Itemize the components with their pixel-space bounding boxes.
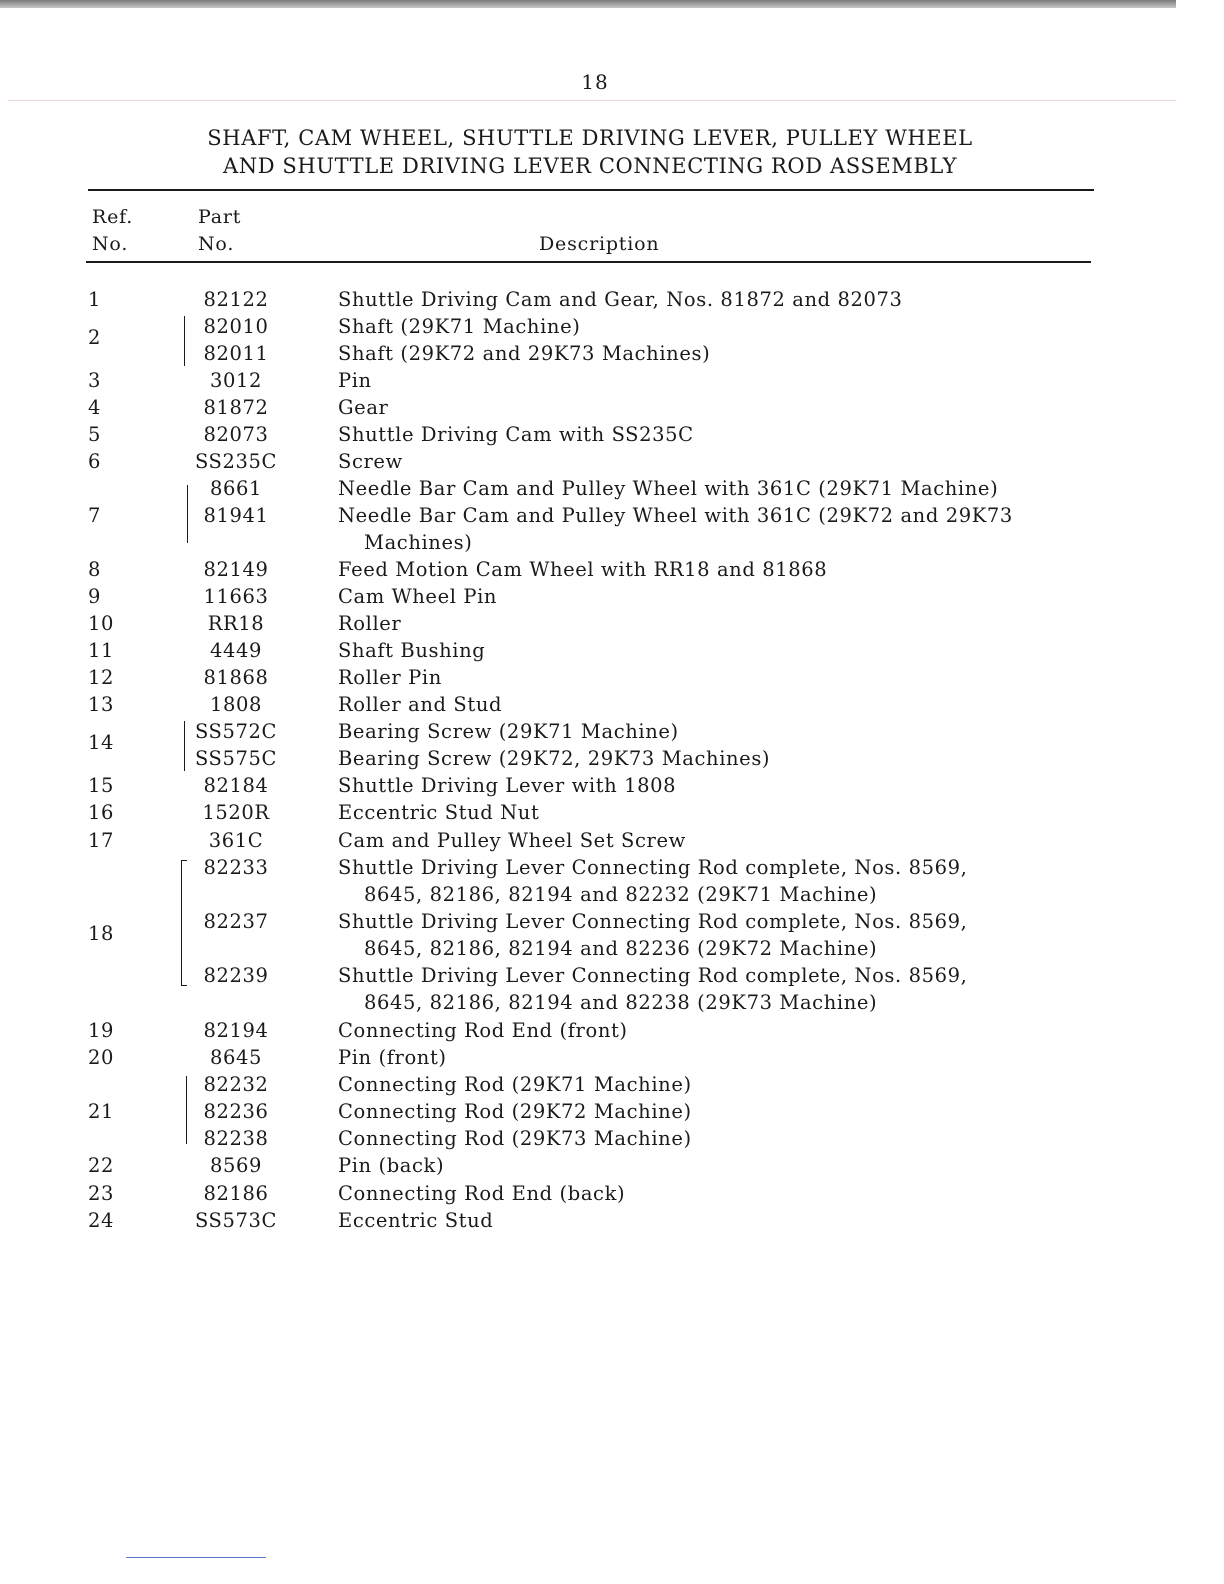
description: Shuttle Driving Cam and Gear, Nos. 81872 and 82073: [338, 288, 903, 311]
description: Eccentric Stud: [338, 1209, 494, 1232]
title-line-2: AND SHUTTLE DRIVING LEVER CONNECTING ROD ASSEMBLY: [222, 154, 958, 178]
part-no: 82239: [203, 964, 269, 987]
description: Cam Wheel Pin: [338, 585, 498, 608]
group-ref-no: 18: [88, 922, 115, 945]
scan-pink-line: [8, 100, 1176, 101]
ref-no: 6: [88, 450, 102, 473]
description: Shuttle Driving Lever Connecting Rod complete, Nos. 8569,: [338, 910, 968, 933]
description: Pin (front): [338, 1046, 447, 1069]
description: Connecting Rod End (front): [338, 1019, 628, 1042]
table-row: [0, 1017, 1224, 1044]
table-row: [0, 772, 1224, 799]
part-no: 82149: [203, 558, 269, 581]
ref-no: 11: [88, 639, 115, 662]
description: Connecting Rod (29K71 Machine): [338, 1073, 692, 1096]
ref-no: 15: [88, 774, 115, 797]
description-continued: Machines): [364, 531, 473, 554]
part-no: 82236: [203, 1100, 269, 1123]
table-row: [0, 1207, 1224, 1234]
description: Shuttle Driving Lever Connecting Rod complete, Nos. 8569,: [338, 856, 968, 879]
page-number: 18: [581, 70, 609, 94]
part-no: 82237: [203, 910, 269, 933]
part-no: SS572C: [194, 720, 278, 743]
ref-no: 5: [88, 423, 102, 446]
description: Roller and Stud: [338, 693, 503, 716]
top-rule: [88, 189, 1094, 191]
table-row: [0, 475, 1224, 502]
table-row: [0, 1044, 1224, 1071]
description: Needle Bar Cam and Pulley Wheel with 361C (29K72 and 29K73: [338, 504, 1013, 527]
description: Shaft (29K72 and 29K73 Machines): [338, 342, 711, 365]
description: Shaft (29K71 Machine): [338, 315, 581, 338]
group-ref-no: 7: [88, 504, 102, 527]
part-no: 81872: [203, 396, 269, 419]
part-no: 82011: [203, 342, 269, 365]
group-bracket: [186, 1076, 187, 1144]
ref-no: 22: [88, 1154, 115, 1177]
group-bracket: [184, 721, 185, 771]
description: Roller Pin: [338, 666, 442, 689]
table-row: [0, 610, 1224, 637]
group-bracket: [187, 485, 188, 543]
table-row: [0, 637, 1224, 664]
part-no: 4449: [209, 639, 263, 662]
ref-no: 17: [88, 829, 115, 852]
ref-no: 1: [88, 288, 102, 311]
part-no: 82233: [203, 856, 269, 879]
description: Gear: [338, 396, 389, 419]
description: Pin: [338, 369, 372, 392]
group-ref-no: 14: [88, 731, 115, 754]
part-no: 82238: [203, 1127, 269, 1150]
ref-no: 12: [88, 666, 115, 689]
table-row: [0, 1180, 1224, 1207]
ref-no: 4: [88, 396, 102, 419]
ref-no: 3: [88, 369, 102, 392]
part-no: RR18: [207, 612, 265, 635]
ref-no: 24: [88, 1209, 115, 1232]
description: Bearing Screw (29K71 Machine): [338, 720, 679, 743]
table-row: [0, 1098, 1224, 1125]
description: Connecting Rod End (back): [338, 1182, 626, 1205]
description: Pin (back): [338, 1154, 445, 1177]
page-title: [90, 124, 1090, 180]
table-row: [0, 1152, 1224, 1179]
part-header: Part No.: [198, 206, 242, 255]
description: Cam and Pulley Wheel Set Screw: [338, 829, 686, 852]
part-no: 3012: [209, 369, 263, 392]
table-row: [0, 529, 1224, 556]
part-no: 81941: [203, 504, 269, 527]
ref-no: 10: [88, 612, 115, 635]
part-no: 82073: [203, 423, 269, 446]
table-row: [0, 691, 1224, 718]
part-no: 11663: [203, 585, 269, 608]
ref-no: 8: [88, 558, 102, 581]
ref-no: 9: [88, 585, 102, 608]
part-no: SS573C: [194, 1209, 278, 1232]
table-row: [0, 1071, 1224, 1098]
ref-no: 16: [88, 801, 115, 824]
title-line-1: SHAFT, CAM WHEEL, SHUTTLE DRIVING LEVER, PULLEY WHEEL: [207, 126, 973, 150]
table-row: [0, 664, 1224, 691]
part-no: 81868: [203, 666, 269, 689]
table-row: [0, 1125, 1224, 1152]
table-row: [0, 394, 1224, 421]
ref-no: 19: [88, 1019, 115, 1042]
part-no: 361C: [208, 829, 264, 852]
ref-no: 23: [88, 1182, 115, 1205]
table-row: [0, 367, 1224, 394]
part-no: 1808: [209, 693, 263, 716]
header-rule: [86, 261, 1091, 263]
part-no: 8645: [209, 1046, 263, 1069]
description: Bearing Screw (29K72, 29K73 Machines): [338, 747, 771, 770]
part-no: 82010: [203, 315, 269, 338]
description: Connecting Rod (29K72 Machine): [338, 1100, 692, 1123]
table-row: [0, 502, 1224, 529]
ref-no: 13: [88, 693, 115, 716]
description-header: Description: [539, 233, 660, 255]
description-continued: 8645, 82186, 82194 and 82232 (29K71 Machine): [364, 883, 878, 906]
description: Connecting Rod (29K73 Machine): [338, 1127, 692, 1150]
part-no: 82232: [203, 1073, 269, 1096]
part-no: SS235C: [194, 450, 278, 473]
group-ref-no: 21: [88, 1100, 115, 1123]
table-row: [0, 448, 1224, 475]
description: Shuttle Driving Lever with 1808: [338, 774, 677, 797]
description: Shuttle Driving Cam with SS235C: [338, 423, 694, 446]
part-no: 82186: [203, 1182, 269, 1205]
description: Screw: [338, 450, 403, 473]
description: Shuttle Driving Lever Connecting Rod complete, Nos. 8569,: [338, 964, 968, 987]
table-row: [0, 827, 1224, 854]
group-bracket: [184, 316, 185, 366]
ref-no: 20: [88, 1046, 115, 1069]
part-no: 1520R: [202, 801, 270, 824]
scan-top-edge: [0, 0, 1176, 8]
description: Needle Bar Cam and Pulley Wheel with 361C (29K71 Machine): [338, 477, 999, 500]
table-row: [0, 583, 1224, 610]
part-no: 82184: [203, 774, 269, 797]
ref-header: Ref. No.: [92, 206, 134, 255]
description-continued: 8645, 82186, 82194 and 82238 (29K73 Machine): [364, 991, 878, 1014]
group-ref-no: 2: [88, 326, 102, 349]
table-row: [0, 421, 1224, 448]
table-row: [0, 556, 1224, 583]
part-no: 8661: [209, 477, 263, 500]
table-row: [0, 989, 1224, 1016]
description: Eccentric Stud Nut: [338, 801, 540, 824]
description: Feed Motion Cam Wheel with RR18 and 81868: [338, 558, 828, 581]
part-no: SS575C: [194, 747, 278, 770]
table-row: [0, 799, 1224, 826]
scan-bottom-mark: [126, 1557, 266, 1558]
description-continued: 8645, 82186, 82194 and 82236 (29K72 Machine): [364, 937, 878, 960]
description: Roller: [338, 612, 402, 635]
part-no: 8569: [209, 1154, 263, 1177]
group-bracket: [181, 860, 187, 986]
description: Shaft Bushing: [338, 639, 486, 662]
part-no: 82122: [203, 288, 269, 311]
part-no: 82194: [203, 1019, 269, 1042]
table-row: [0, 286, 1224, 313]
